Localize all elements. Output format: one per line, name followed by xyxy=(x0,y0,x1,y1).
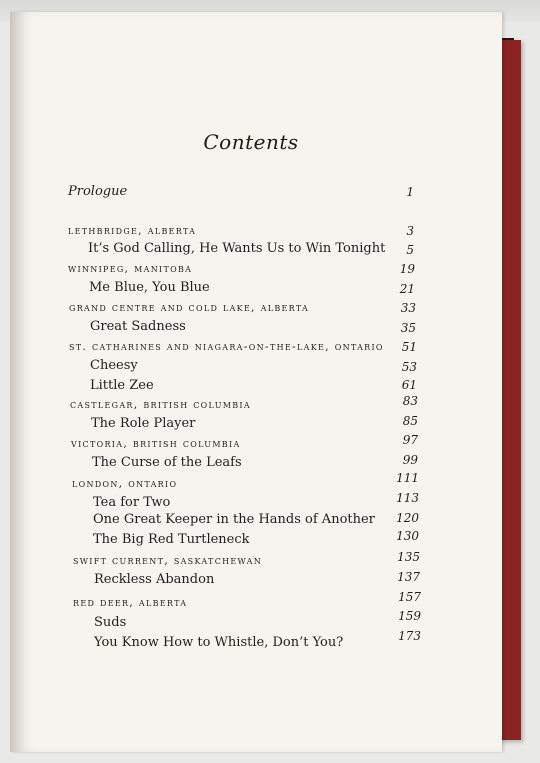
book-page xyxy=(10,12,502,752)
toc-chapter-label: Reckless Abandon xyxy=(94,572,215,587)
toc-section xyxy=(10,340,502,360)
toc-chapter-label: The Curse of the Leafs xyxy=(92,455,242,470)
toc-section-page: 97 xyxy=(402,433,418,447)
toc-chapter-label: One Great Keeper in the Hands of Another xyxy=(93,512,375,527)
toc-chapter-page: 137 xyxy=(397,570,420,584)
toc-chapter-label: The Role Player xyxy=(91,416,196,431)
toc-chapter-page: 53 xyxy=(401,360,417,374)
toc-section xyxy=(10,471,502,497)
toc-chapter-page: 120 xyxy=(396,511,419,525)
toc-section-label: castlegar, british columbia xyxy=(70,398,251,411)
toc-entry-prologue xyxy=(10,184,502,204)
toc-section-page: 157 xyxy=(398,590,421,604)
toc-chapter xyxy=(10,609,502,635)
toc-section-page: 33 xyxy=(400,301,416,315)
toc-chapter xyxy=(10,629,502,655)
toc-chapter-label: Cheesy xyxy=(90,358,138,373)
toc-section-label: st. catharines and niagara-on-the-lake, ontario xyxy=(69,340,384,353)
spine-shadow xyxy=(10,12,30,752)
toc-section-label: london, ontario xyxy=(72,477,178,490)
toc-chapter-label: The Big Red Turtleneck xyxy=(93,532,250,547)
toc-chapter-label: Little Zee xyxy=(90,378,154,393)
toc-section-label: winnipeg, manitoba xyxy=(68,262,193,275)
toc-chapter-page: 61 xyxy=(401,378,417,392)
toc-chapter-label: You Know How to Whistle, Don’t You? xyxy=(94,635,344,650)
toc-section-page: 83 xyxy=(402,394,418,408)
toc-entry-page: 1 xyxy=(406,185,414,199)
toc-chapter xyxy=(10,529,502,552)
toc-chapter-page: 99 xyxy=(402,453,418,467)
toc-chapter-page: 85 xyxy=(402,414,418,428)
toc-section xyxy=(10,394,502,418)
toc-chapter-page: 159 xyxy=(398,609,421,623)
toc-chapter xyxy=(10,280,502,300)
toc-chapter-page: 21 xyxy=(399,282,415,296)
toc-section-label: grand centre and cold lake, alberta xyxy=(69,301,310,314)
toc-chapter xyxy=(10,241,502,261)
toc-chapter xyxy=(10,378,502,398)
toc-entry-label: Prologue xyxy=(68,184,128,199)
toc-chapter-page: 173 xyxy=(398,629,421,643)
toc-section-label: victoria, british columbia xyxy=(71,437,241,450)
toc-section-page: 19 xyxy=(399,262,415,276)
toc-section xyxy=(10,550,502,574)
toc-chapter-label: It’s God Calling, He Wants Us to Win Tonight xyxy=(88,241,386,256)
toc-section xyxy=(10,433,502,457)
toc-chapter-page: 35 xyxy=(400,321,416,335)
toc-chapter-label: Tea for Two xyxy=(93,495,171,510)
toc-chapter xyxy=(10,358,502,378)
toc-chapter xyxy=(10,512,502,532)
page-title: Contents xyxy=(203,130,299,154)
toc-chapter-label: Great Sadness xyxy=(90,319,186,334)
toc-section-page: 135 xyxy=(397,550,420,564)
toc-section xyxy=(10,590,502,616)
toc-chapter-page: 5 xyxy=(406,243,414,257)
toc-chapter-page: 130 xyxy=(396,529,419,543)
toc-chapter-page: 113 xyxy=(396,491,419,505)
toc-chapter xyxy=(10,572,502,592)
toc-section xyxy=(10,262,502,282)
toc-section-label: red deer, alberta xyxy=(73,596,188,609)
toc-chapter xyxy=(10,319,502,339)
toc-chapter-label: Me Blue, You Blue xyxy=(89,280,210,295)
toc-section-label: lethbridge, alberta xyxy=(68,224,197,237)
toc-chapter-label: Suds xyxy=(94,615,127,630)
toc-section-page: 111 xyxy=(396,471,419,485)
toc-section xyxy=(10,301,502,321)
toc-chapter xyxy=(10,455,502,475)
toc-chapter xyxy=(10,416,502,436)
toc-section-page: 51 xyxy=(401,340,417,354)
toc-section-label: swift current, saskatchewan xyxy=(73,554,263,567)
toc-section-page: 3 xyxy=(406,224,414,238)
